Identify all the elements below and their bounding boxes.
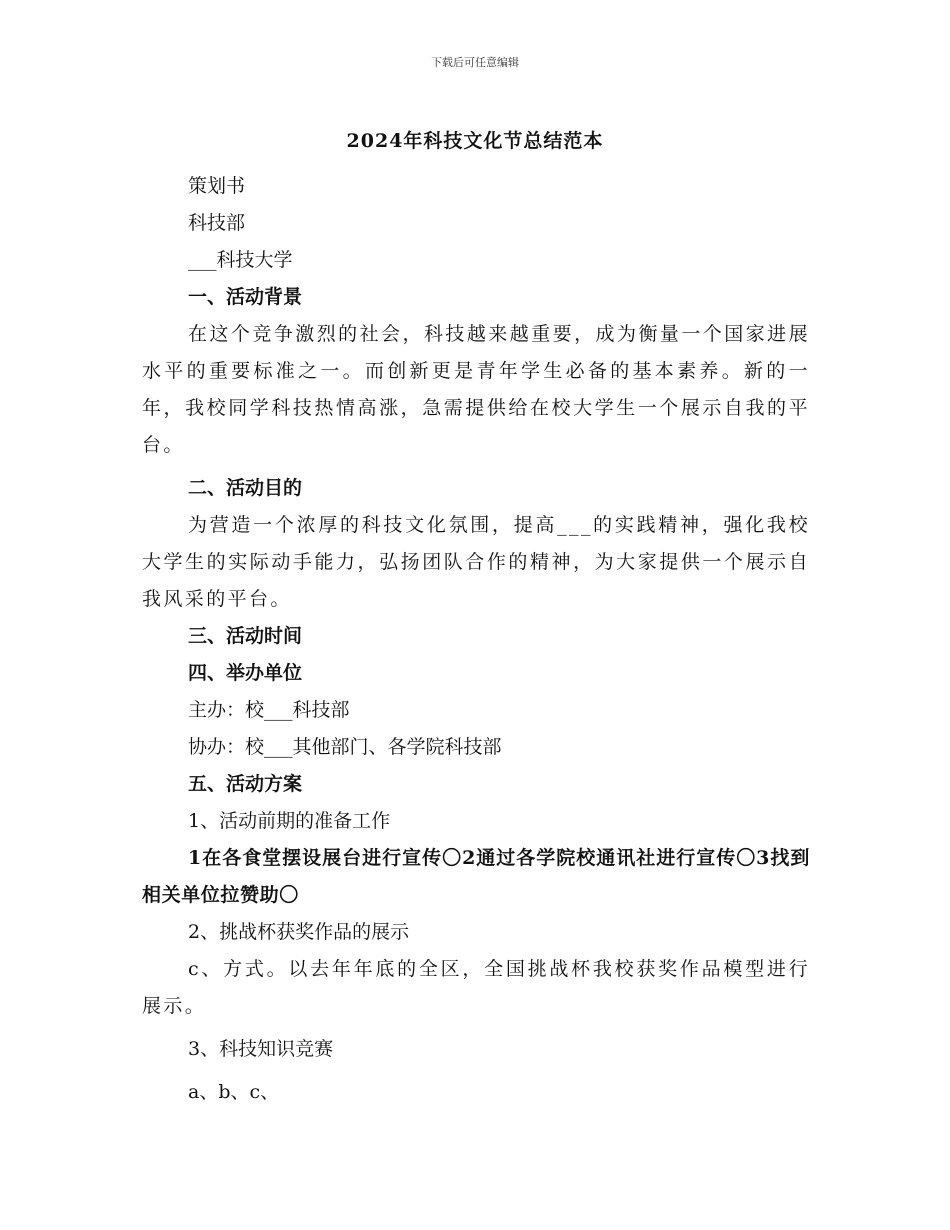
organizer-cohost: 协办：校___其他部门、各学院科技部 (188, 736, 502, 758)
header-note: 下载后可任意编辑 (431, 56, 519, 69)
plan-sub-body-1: 1在各食堂摆设展台进行宣传〇2通过各学院校通讯社进行宣传〇3找到相关单位拉赞助〇 (142, 847, 810, 906)
document-title: 2024年科技文化节总结范本 (346, 130, 604, 152)
organizer-host: 主办：校___科技部 (188, 699, 350, 721)
intro-line-2: 科技部 (188, 212, 246, 234)
intro-line-3: ___科技大学 (188, 249, 293, 271)
plan-sub-body-2: c、方式。以去年年底的全区，全国挑战杯我校获奖作品模型进行展示。 (142, 958, 810, 1017)
section-body-background: 在这个竞争激烈的社会，科技越来越重要，成为衡量一个国家进展水平的重要标准之一。而创新更是青年学生必备的基本素养。新的一年，我校同学科技热情高涨，急需提供给在校大学生一个展示自我的平台。 (142, 323, 810, 456)
section-heading-organizers: 四、举办单位 (188, 662, 303, 684)
section-body-purpose: 为营造一个浓厚的科技文化氛围，提高___的实践精神，强化我校大学生的实际动手能力，弘扬团队合作的精神，为大家提供一个展示自我风采的平台。 (142, 514, 810, 610)
section-heading-background: 一、活动背景 (188, 286, 303, 308)
document-body (142, 168, 810, 1111)
plan-sub-heading-1: 1、活动前期的准备工作 (188, 810, 391, 832)
section-heading-purpose: 二、活动目的 (188, 477, 303, 499)
intro-line-1: 策划书 (188, 175, 246, 197)
section-heading-plan: 五、活动方案 (188, 773, 303, 795)
plan-sub-body-3: a、b、c、 (188, 1081, 280, 1103)
plan-sub-heading-2: 2、挑战杯获奖作品的展示 (188, 921, 410, 943)
plan-sub-heading-3: 3、科技知识竞赛 (188, 1038, 334, 1060)
section-heading-time: 三、活动时间 (188, 625, 303, 647)
